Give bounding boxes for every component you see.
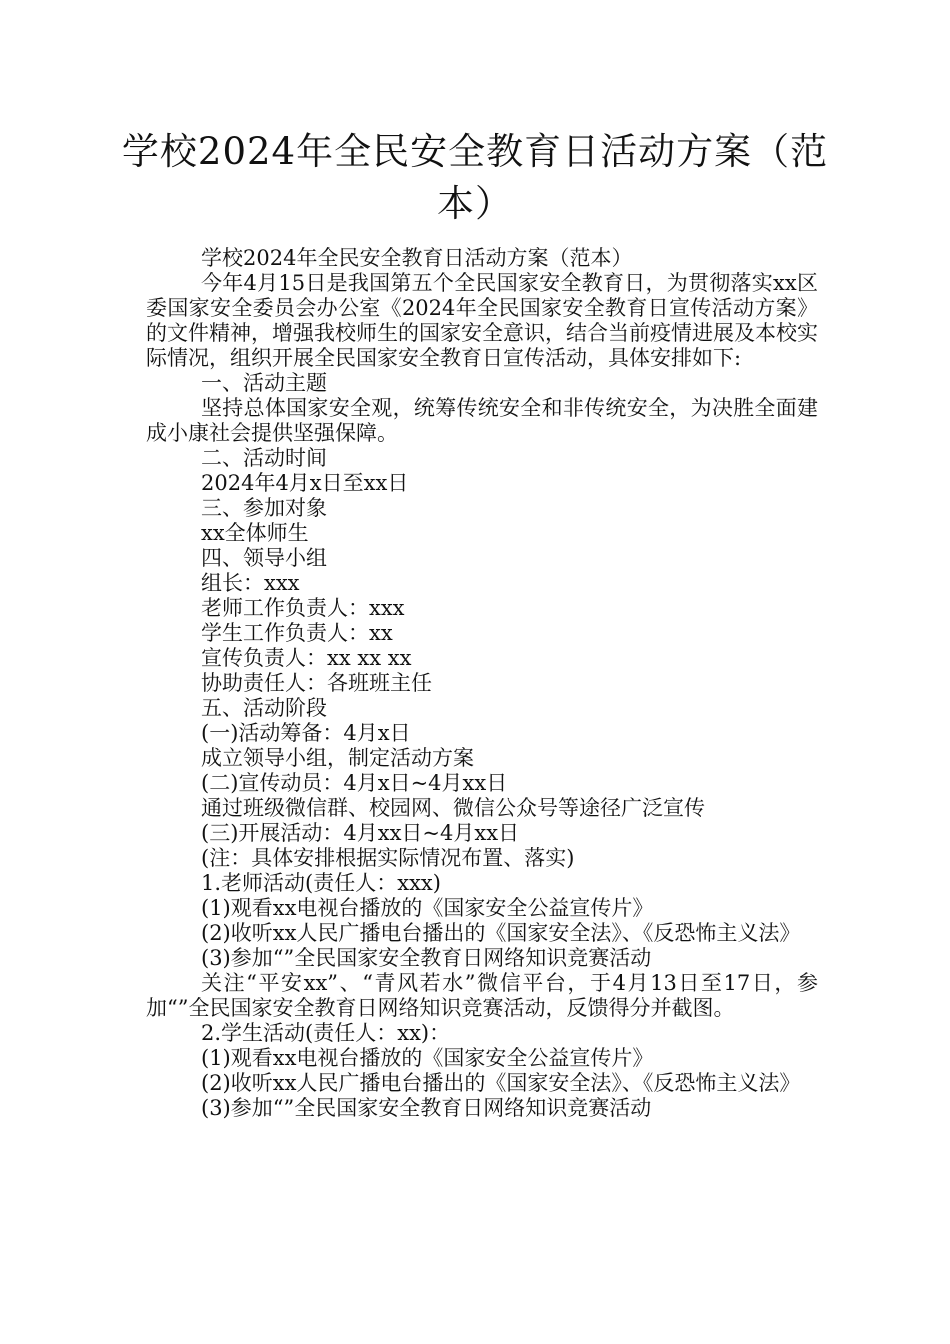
theme-paragraph: 坚持总体国家安全观，统筹传统安全和非传统安全，为决胜全面建成小康社会提供坚强保障。	[146, 396, 818, 445]
section-heading-time: 二、活动时间	[201, 446, 327, 470]
assistant-lead-line: 协助责任人：各班班主任	[201, 671, 432, 695]
teacher-activity-3: (3)参加“”全民国家安全教育日网络知识竞赛活动	[201, 946, 652, 970]
teacher-activity-1: (1)观看xx电视台播放的《国家安全公益宣传片》	[201, 896, 654, 920]
stage-preparation: (一)活动筹备：4月x日	[201, 721, 411, 745]
intro-paragraph: 今年4月15日是我国第五个全民国家安全教育日，为贯彻落实xx区委国家安全委员会办公室《2024年全民国家安全教育日宣传活动方案》的文件精神，增强我校师生的国家安全意识，结合当前疫情进展及本校实际情况，组织开展全民国家安全教育日宣传活动，具体安排如下:	[146, 271, 818, 370]
body-subtitle: 学校2024年全民安全教育日活动方案（范本）	[201, 246, 633, 270]
section-heading-participants: 三、参加对象	[201, 496, 327, 520]
stage-preparation-detail: 成立领导小组，制定活动方案	[201, 746, 474, 770]
student-activity-3: (3)参加“”全民国家安全教育日网络知识竞赛活动	[201, 1096, 652, 1120]
participants-paragraph: xx全体师生	[201, 521, 309, 545]
section-heading-stages: 五、活动阶段	[201, 696, 327, 720]
student-activity-1: (1)观看xx电视台播放的《国家安全公益宣传片》	[201, 1046, 654, 1070]
stage-mobilization: (二)宣传动员：4月x日~4月xx日	[201, 771, 508, 795]
teacher-activity-2: (2)收听xx人民广播电台播出的《国家安全法》、《反恐怖主义法》	[201, 921, 801, 945]
section-heading-theme: 一、活动主题	[201, 371, 327, 395]
teacher-activities-heading: 1.老师活动(责任人：xxx)	[201, 871, 441, 895]
document-title: 学校2024年全民安全教育日活动方案（范本）	[121, 130, 829, 225]
teacher-activity-3-detail: 关注“平安xx”、“青风若水”微信平台，于4月13日至17日，参加“”全民国家安全教育日网络知识竞赛活动，反馈得分并截图。	[146, 971, 818, 1020]
section-heading-leadership: 四、领导小组	[201, 546, 327, 570]
document-body	[146, 246, 818, 1121]
student-activities-heading: 2.学生活动(责任人：xx)：	[201, 1021, 451, 1045]
stage-activities: (三)开展活动：4月xx日~4月xx日	[201, 821, 520, 845]
student-activity-2: (2)收听xx人民广播电台播出的《国家安全法》、《反恐怖主义法》	[201, 1071, 801, 1095]
time-paragraph: 2024年4月x日至xx日	[201, 471, 409, 495]
leader-line: 组长：xxx	[201, 571, 300, 595]
teacher-lead-line: 老师工作负责人：xxx	[201, 596, 405, 620]
student-lead-line: 学生工作负责人：xx	[201, 621, 393, 645]
stage-mobilization-detail: 通过班级微信群、校园网、微信公众号等途径广泛宣传	[201, 796, 705, 820]
publicity-lead-line: 宣传负责人：xx xx xx	[201, 646, 412, 670]
stage-activities-note: (注：具体安排根据实际情况布置、落实)	[201, 846, 575, 870]
